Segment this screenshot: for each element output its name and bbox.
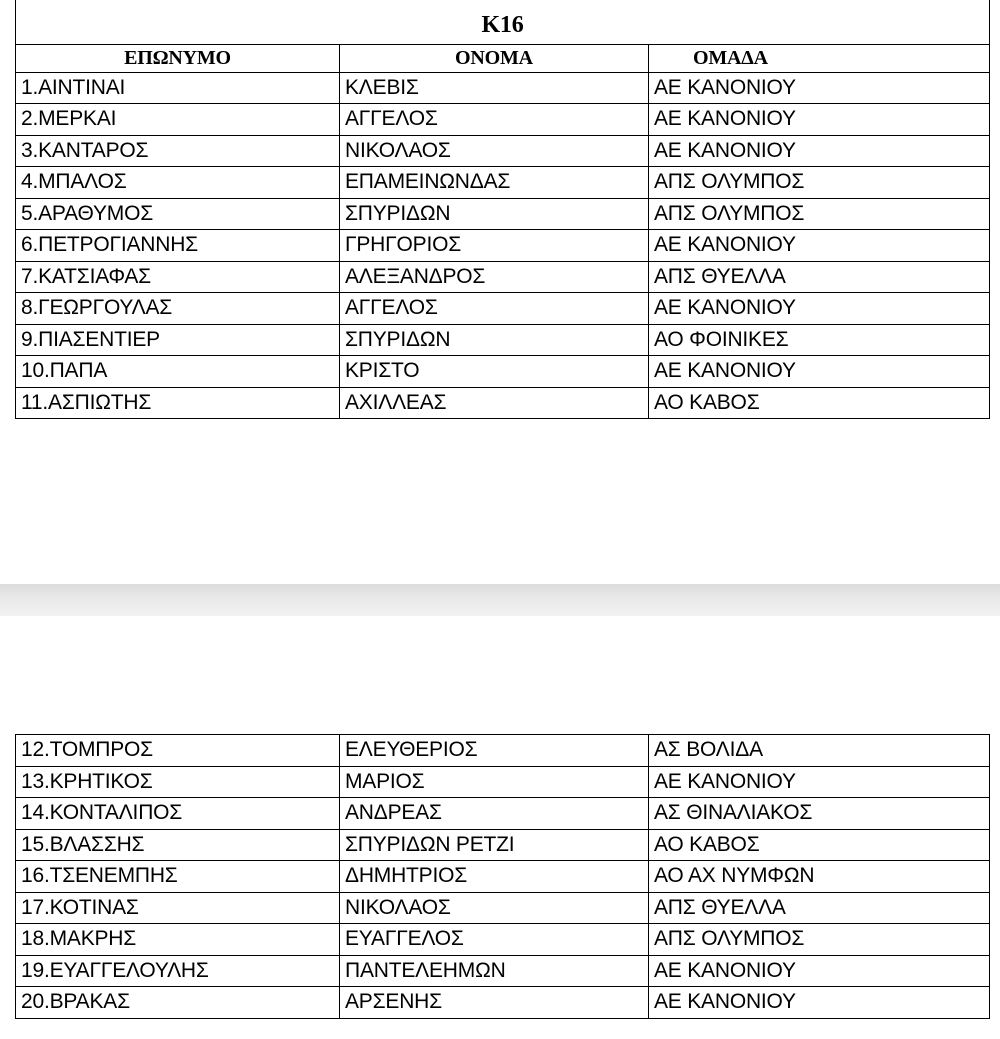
cell-surname: 18.ΜΑΚΡΗΣ [16,924,340,956]
cell-team: ΑΟ ΚΑΒΟΣ [649,387,990,419]
cell-name: ΚΛΕΒΙΣ [340,72,649,104]
table-row [16,230,990,262]
table-row [16,72,990,104]
header-name: ΟΝΟΜΑ [340,44,649,72]
roster-sheet-bottom [15,734,989,1019]
cell-team: ΑΠΣ ΘΥΕΛΛΑ [649,892,990,924]
cell-team: ΑΕ ΚΑΝΟΝΙΟΥ [649,104,990,136]
cell-name: ΕΠΑΜΕΙΝΩΝΔΑΣ [340,167,649,199]
cell-team: ΑΕ ΚΑΝΟΝΙΟΥ [649,293,990,325]
cell-name: ΑΛΕΞΑΝΔΡΟΣ [340,261,649,293]
cell-name: ΚΡΙΣΤΟ [340,356,649,388]
roster-body-top [16,72,990,419]
roster-table-top [15,0,990,419]
cell-surname: 3.ΚΑΝΤΑΡΟΣ [16,135,340,167]
cell-name: ΑΓΓΕΛΟΣ [340,104,649,136]
roster-body-bottom [16,735,990,1019]
table-row [16,167,990,199]
table-title: K16 [16,0,990,44]
cell-team: ΑΠΣ ΘΥΕΛΛΑ [649,261,990,293]
cell-name: ΣΠΥΡΙΔΩΝ ΡΕΤΖΙ [340,829,649,861]
header-team: ΟΜΑΔΑ [649,44,990,72]
cell-surname: 10.ΠΑΠΑ [16,356,340,388]
table-row [16,924,990,956]
cell-team: ΑΕ ΚΑΝΟΝΙΟΥ [649,230,990,262]
cell-team: ΑΠΣ ΟΛΥΜΠΟΣ [649,167,990,199]
table-row [16,104,990,136]
cell-surname: 6.ΠΕΤΡΟΓΙΑΝΝΗΣ [16,230,340,262]
table-row [16,324,990,356]
cell-team: ΑΕ ΚΑΝΟΝΙΟΥ [649,987,990,1019]
cell-name: ΓΡΗΓΟΡΙΟΣ [340,230,649,262]
page-break-divider [0,584,1000,616]
cell-team: ΑΟ ΑΧ ΝΥΜΦΩΝ [649,861,990,893]
cell-team: ΑΟ ΚΑΒΟΣ [649,829,990,861]
table-row [16,987,990,1019]
table-row [16,387,990,419]
cell-surname: 17.ΚΟΤΙΝΑΣ [16,892,340,924]
cell-name: ΕΥΑΓΓΕΛΟΣ [340,924,649,956]
table-row [16,261,990,293]
cell-team: ΑΠΣ ΟΛΥΜΠΟΣ [649,198,990,230]
cell-surname: 13.ΚΡΗΤΙΚΟΣ [16,766,340,798]
table-row [16,829,990,861]
table-row [16,356,990,388]
header-surname: ΕΠΩΝΥΜΟ [16,44,340,72]
cell-name: ΔΗΜΗΤΡΙΟΣ [340,861,649,893]
cell-name: ΝΙΚΟΛΑΟΣ [340,135,649,167]
table-row [16,135,990,167]
cell-surname: 2.ΜΕΡΚΑΙ [16,104,340,136]
cell-surname: 11.ΑΣΠΙΩΤΗΣ [16,387,340,419]
table-row [16,735,990,767]
cell-surname: 12.ΤΟΜΠΡΟΣ [16,735,340,767]
cell-name: ΕΛΕΥΘΕΡΙΟΣ [340,735,649,767]
cell-surname: 7.ΚΑΤΣΙΑΦΑΣ [16,261,340,293]
cell-team: ΑΕ ΚΑΝΟΝΙΟΥ [649,766,990,798]
table-row [16,955,990,987]
table-row [16,892,990,924]
cell-surname: 1.ΑΙΝΤΙΝΑΙ [16,72,340,104]
cell-surname: 5.ΑΡΑΘΥΜΟΣ [16,198,340,230]
cell-team: ΑΕ ΚΑΝΟΝΙΟΥ [649,72,990,104]
cell-team: ΑΣ ΘΙΝΑΛΙΑΚΟΣ [649,798,990,830]
title-row [16,0,990,44]
cell-name: ΑΧΙΛΛΕΑΣ [340,387,649,419]
roster-sheet-top [15,0,989,419]
cell-name: ΝΙΚΟΛΑΟΣ [340,892,649,924]
header-row [16,44,990,72]
cell-surname: 20.ΒΡΑΚΑΣ [16,987,340,1019]
cell-team: ΑΠΣ ΟΛΥΜΠΟΣ [649,924,990,956]
cell-surname: 19.ΕΥΑΓΓΕΛΟΥΛΗΣ [16,955,340,987]
cell-surname: 4.ΜΠΑΛΟΣ [16,167,340,199]
cell-team: ΑΟ ΦΟΙΝΙΚΕΣ [649,324,990,356]
roster-table-bottom [15,734,990,1019]
cell-surname: 9.ΠΙΑΣΕΝΤΙΕΡ [16,324,340,356]
cell-surname: 14.ΚΟΝΤΑΛΙΠΟΣ [16,798,340,830]
cell-team: ΑΕ ΚΑΝΟΝΙΟΥ [649,955,990,987]
cell-name: ΑΡΣΕΝΗΣ [340,987,649,1019]
cell-surname: 15.ΒΛΑΣΣΗΣ [16,829,340,861]
cell-name: ΑΓΓΕΛΟΣ [340,293,649,325]
cell-team: ΑΣ ΒΟΛΙΔΑ [649,735,990,767]
table-row [16,766,990,798]
cell-name: ΑΝΔΡΕΑΣ [340,798,649,830]
table-row [16,861,990,893]
table-row [16,198,990,230]
cell-team: ΑΕ ΚΑΝΟΝΙΟΥ [649,135,990,167]
cell-name: ΜΑΡΙΟΣ [340,766,649,798]
table-row [16,293,990,325]
cell-name: ΣΠΥΡΙΔΩΝ [340,324,649,356]
cell-name: ΠΑΝΤΕΛΕΗΜΩΝ [340,955,649,987]
table-row [16,798,990,830]
cell-surname: 8.ΓΕΩΡΓΟΥΛΑΣ [16,293,340,325]
cell-name: ΣΠΥΡΙΔΩΝ [340,198,649,230]
cell-team: ΑΕ ΚΑΝΟΝΙΟΥ [649,356,990,388]
cell-surname: 16.ΤΣΕΝΕΜΠΗΣ [16,861,340,893]
